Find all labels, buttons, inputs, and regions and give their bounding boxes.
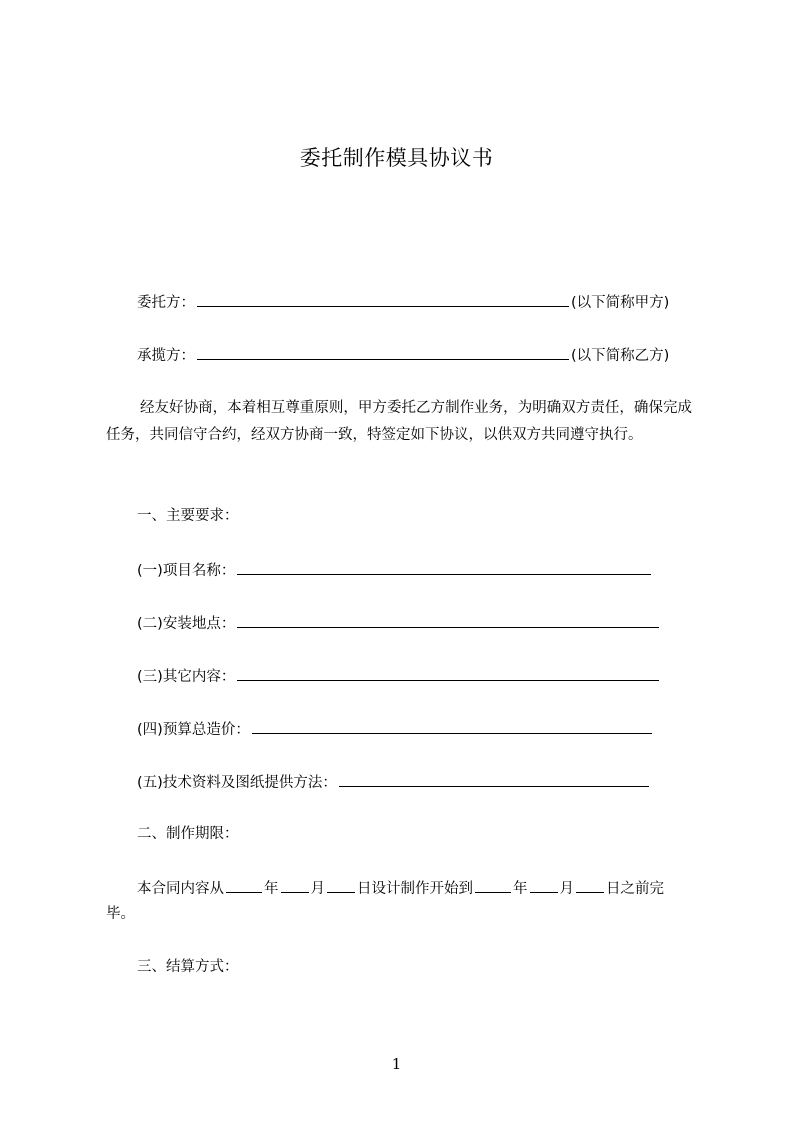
- project-name-blank[interactable]: [237, 559, 651, 575]
- client-name-blank[interactable]: [197, 291, 569, 307]
- item-3-label: (三)其它内容：: [137, 669, 236, 685]
- item-3-line: [137, 665, 661, 687]
- item-4-label: (四)预算总造价：: [137, 722, 250, 738]
- install-location-blank[interactable]: [237, 612, 659, 628]
- end-month-blank[interactable]: [530, 877, 558, 893]
- item-2-label: (二)安装地点：: [137, 616, 236, 632]
- start-day-blank[interactable]: [327, 877, 355, 893]
- tech-docs-method-blank[interactable]: [339, 771, 649, 787]
- end-day-label: 日之前完: [606, 881, 664, 897]
- other-content-blank[interactable]: [237, 665, 659, 681]
- section-2-heading: 二、制作期限：: [137, 826, 239, 842]
- budget-total-blank[interactable]: [252, 718, 652, 734]
- client-line: [137, 291, 669, 313]
- section-1-heading: 一、主要要求：: [137, 508, 239, 524]
- client-label: 委托方：: [137, 295, 195, 311]
- end-month-label: 月: [559, 881, 574, 897]
- item-1-line: [137, 559, 653, 581]
- intro-paragraph: 经友好协商，本着相互尊重原则，甲方委托乙方制作业务，为明确双方责任，确保完成任务，共同信守合约，经双方协商一致，特签定如下协议，以供双方共同遵守执行。: [106, 400, 692, 443]
- start-day-label: 日设计制作开始到: [357, 881, 473, 897]
- section-3-heading: 三、结算方式：: [137, 959, 239, 975]
- item-5-line: [137, 771, 651, 793]
- start-month-label: 月: [310, 881, 325, 897]
- end-year-blank[interactable]: [475, 877, 511, 893]
- contractor-suffix: (以下简称乙方): [571, 348, 670, 364]
- end-day-blank[interactable]: [576, 877, 604, 893]
- deadline-prefix: 本合同内容从: [137, 881, 224, 897]
- end-year-label: 年: [513, 881, 528, 897]
- client-suffix: (以下简称甲方): [571, 295, 670, 311]
- deadline-line: [137, 877, 664, 899]
- item-2-line: [137, 612, 661, 634]
- page-number: 1: [391, 1055, 402, 1073]
- item-1-label: (一)项目名称：: [137, 563, 236, 579]
- document-title: 委托制作模具协议书: [299, 146, 494, 170]
- deadline-end: 毕。: [106, 906, 135, 922]
- contractor-line: [137, 344, 669, 366]
- contractor-label: 承揽方：: [137, 348, 195, 364]
- item-5-label: (五)技术资料及图纸提供方法：: [137, 775, 337, 791]
- contractor-name-blank[interactable]: [197, 344, 569, 360]
- start-month-blank[interactable]: [281, 877, 309, 893]
- item-4-line: [137, 718, 654, 740]
- start-year-blank[interactable]: [226, 877, 262, 893]
- start-year-label: 年: [264, 881, 279, 897]
